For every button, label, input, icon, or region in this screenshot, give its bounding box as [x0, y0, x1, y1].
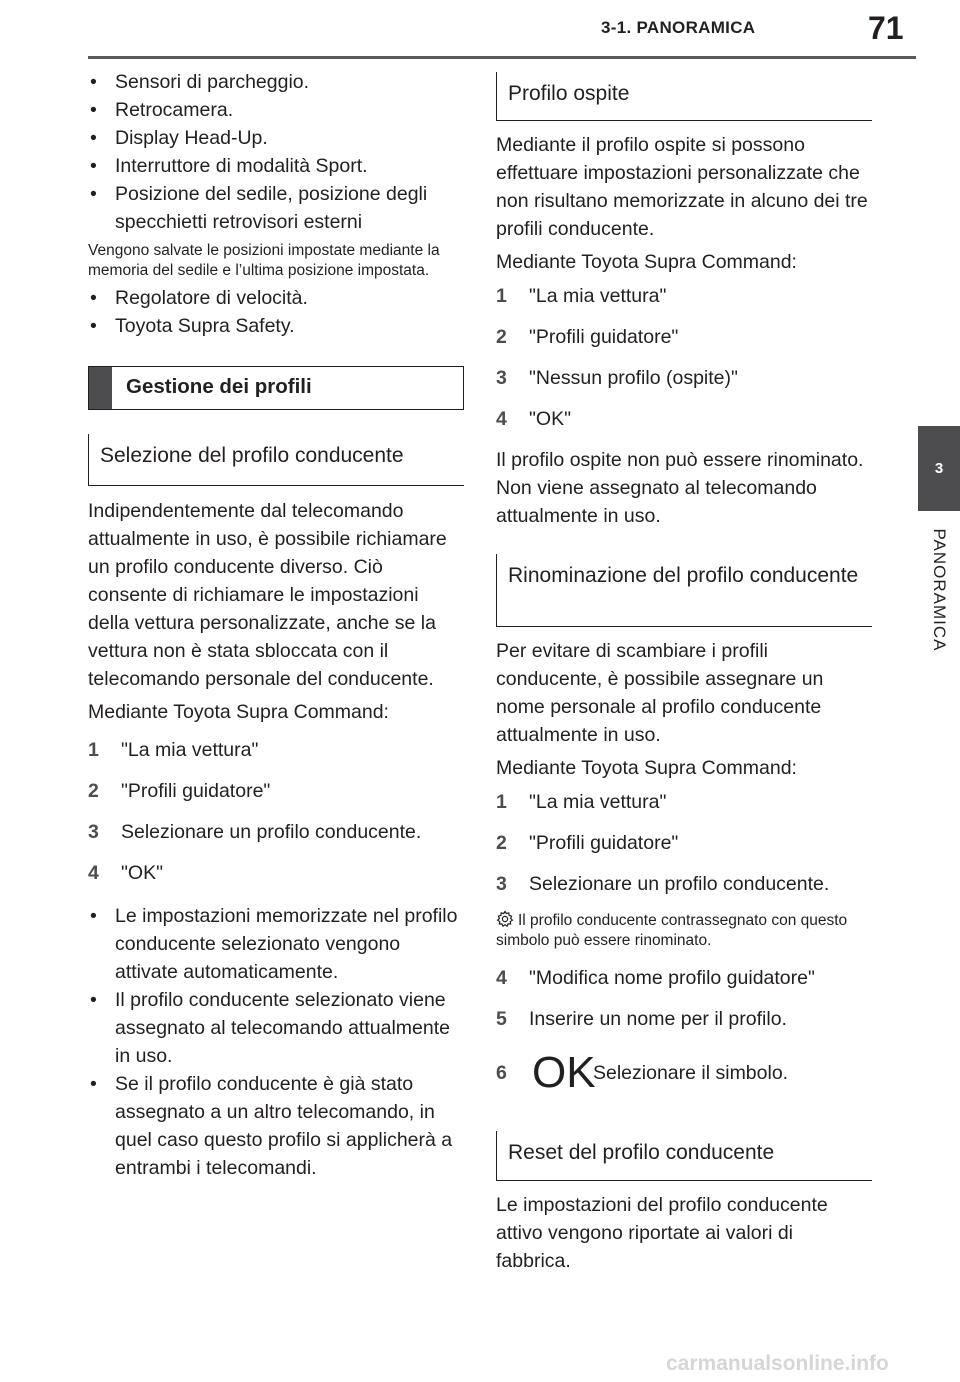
step-text: "La mia vettura": [529, 285, 667, 307]
body-paragraph: Indipendentemente dal telecomando attualmente in uso, è possibile richiamare un profilo conducente diverso. Ciò consente di richiamare le impostazioni della vettura personalizzate, anche se la vettura non è stata sbloccata con il telecomando personale del conducente.: [88, 500, 447, 690]
body-paragraph: Mediante Toyota Supra Command:: [496, 757, 797, 779]
step-number: 1: [88, 739, 99, 761]
body-paragraph: Il profilo ospite non può essere rinominato. Non viene assegnato al telecomando attualmente in uso.: [496, 449, 864, 527]
header-section-title: 3-1. PANORAMICA: [601, 18, 756, 37]
body-paragraph: Mediante il profilo ospite si possono effettuare impostazioni personalizzate che non risultano memorizzate in alcuno dei tre profili conducente.: [496, 134, 868, 240]
subsection-heading: Rinominazione del profilo conducente: [496, 554, 872, 627]
chapter-label-text: PANORAMICA: [930, 528, 949, 652]
step-item: [496, 788, 872, 816]
list-item: • Posizione del sedile, posizione degli specchietti retrovisori esterni: [88, 180, 464, 236]
step-text: "Nessun profilo (ospite)": [529, 367, 738, 389]
step-text: "Profili guidatore": [529, 326, 679, 348]
body-paragraph: Le impostazioni del profilo conducente attivo vengono riportate ai valori di fabbrica.: [496, 1194, 828, 1272]
step-number: 2: [496, 832, 507, 854]
step-item: [88, 777, 464, 805]
subsection-heading: Selezione del profilo conducente: [88, 434, 464, 486]
step-text: "Profili guidatore": [529, 832, 679, 854]
step-item: [496, 829, 872, 857]
step-item: [496, 323, 872, 351]
list-item: • Il profilo conducente selezionato viene assegnato al telecomando attualmente in uso.: [88, 986, 464, 1070]
body-paragraph: Mediante Toyota Supra Command:: [88, 701, 389, 723]
step-number: 3: [496, 873, 507, 895]
rename-note-text: Il profilo conducente contrassegnato con questo simbolo può essere rinominato.: [496, 912, 848, 949]
section-heading-text: Gestione dei profili: [126, 375, 312, 398]
step-number: 6: [496, 1062, 507, 1084]
step-item: [496, 1005, 872, 1033]
step-item-ok-symbol: [496, 1048, 872, 1101]
step-item: [496, 405, 872, 433]
list-item: • Le impostazioni memorizzate nel profilo conducente selezionato vengono attivate automaticamente.: [88, 902, 464, 986]
list-item: • Interruttore di modalità Sport.: [88, 152, 464, 180]
body-paragraph: Mediante Toyota Supra Command:: [496, 251, 797, 273]
chapter-tab: 3: [918, 426, 960, 511]
step-number: 2: [88, 780, 99, 802]
step-number: 2: [496, 326, 507, 348]
header-rule: [88, 56, 916, 59]
left-column: [88, 68, 464, 1182]
step-item: [496, 870, 872, 898]
step-text: "OK": [121, 862, 164, 884]
step-number: 1: [496, 285, 507, 307]
feature-list: [88, 68, 464, 236]
list-item: • Regolatore di velocità.: [88, 284, 464, 312]
list-item: • Se il profilo conducente è già stato assegnato a un altro telecomando, in quel caso questo profilo si applicherà a entrambi i telecomandi.: [88, 1070, 464, 1182]
body-paragraph: Per evitare di scambiare i profili conducente, è possibile assegnare un nome personale al profilo conducente attualmente in uso.: [496, 640, 824, 746]
list-item: • Toyota Supra Safety.: [88, 312, 464, 340]
step-text: "La mia vettura": [529, 791, 667, 813]
step-text: Selezionare un profilo conducente.: [529, 873, 830, 895]
section-heading-bar: [89, 367, 112, 409]
feature-list-2: [88, 284, 464, 340]
step-number: 3: [88, 821, 99, 843]
step-text: Selezionare il simbolo.: [593, 1062, 789, 1084]
step-text: Selezionare un profilo conducente.: [121, 821, 422, 843]
right-column: [496, 72, 872, 1275]
step-item: [88, 736, 464, 764]
step-number: 4: [496, 967, 507, 989]
step-number: 5: [496, 1008, 507, 1030]
subsection-heading: Reset del profilo conducente: [496, 1131, 872, 1181]
list-item: • Display Head-Up.: [88, 124, 464, 152]
step-item: [496, 282, 872, 310]
step-number: 3: [496, 367, 507, 389]
result-list: [88, 902, 464, 1182]
step-item: [88, 859, 464, 887]
list-item: • Retrocamera.: [88, 96, 464, 124]
step-number: 4: [88, 862, 99, 884]
step-text: "La mia vettura": [121, 739, 259, 761]
step-text: "Modifica nome profilo guidatore": [529, 967, 815, 989]
page-number: 71: [868, 10, 904, 46]
gear-icon: [496, 910, 514, 928]
list-item: • Sensori di parcheggio.: [88, 68, 464, 96]
step-number: 4: [496, 408, 507, 430]
footer-watermark: carmanualsonline.info: [666, 1352, 889, 1375]
subsection-heading: Profilo ospite: [496, 72, 872, 121]
seat-memory-note: Vengono salvate le posizioni impostate mediante la memoria del sedile e l’ultima posizione impostata.: [88, 242, 440, 279]
step-number: 1: [496, 791, 507, 813]
rename-note: [496, 910, 872, 951]
step-text: "Profili guidatore": [121, 780, 271, 802]
chapter-side-label: [924, 520, 954, 660]
step-text: "OK": [529, 408, 572, 430]
step-item: [496, 964, 872, 992]
step-item: [88, 818, 464, 846]
ok-symbol: OK: [532, 1048, 596, 1097]
section-heading: [88, 366, 464, 410]
step-text: Inserire un nome per il profilo.: [529, 1008, 787, 1030]
step-item: [496, 364, 872, 392]
